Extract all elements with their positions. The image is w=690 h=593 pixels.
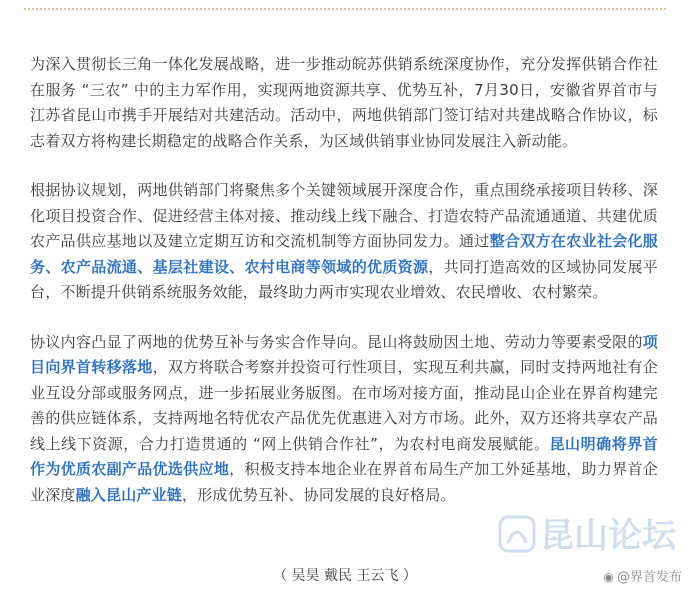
paragraph-text: ，双方将联合考察并投资可行性项目，实现互利共赢，同时支持两地社有企业互设分部或服务网点，进一步拓展业务版图。在市场对接方面，推动昆山企业在界首构建完善的供应链体系，支持两地名特优农产品优先优惠进入对方市场。此外，双方还将共享农产品线上线下资源，合力打造贯通的 “网上供销合作社”，为农村电商发展赋能。 (30, 358, 658, 453)
weibo-icon: ◉ (603, 570, 614, 584)
source-watermark-text: @界首发布 (616, 570, 682, 585)
author-byline: （ 吴昊 戴民 王云飞 ） (273, 568, 417, 584)
paragraph-text: 为深入贯彻长三角一体化发展战略，进一步推动皖苏供销系统深度协作，充分发挥供销合作社在服务 “三农” 中的主力军作用，实现两地资源共享、优势互补，7月30日，安徽省界首市与江苏省昆山市携手开展结对共建活动。活动中，两地供销部门签订结对共建战略合作协议，标志着双方将构建长期稳定的战略合作关系，为区域供销事业协同发展注入新动能。 (30, 55, 658, 150)
highlighted-text: 整合双方在农业社会化服务、农产品流通、基层社建设、农村电商等领域的优质资源 (30, 232, 658, 276)
paragraph-text: ，共同打造高效的区域协同发展平台，不断提升供销系统服务效能，最终助力两市实现农业增效、农民增收、农村繁荣。 (30, 257, 658, 301)
paragraph-3 (30, 330, 658, 509)
highlighted-text: 昆山明确将界首作为优质农副产品优选供应地 (30, 434, 658, 478)
paragraph-1 (30, 52, 658, 154)
source-watermark (604, 566, 683, 585)
top-dotted-border (24, 8, 666, 10)
watermark-logo-text: 昆山论坛 (540, 516, 676, 556)
article-body (30, 52, 658, 532)
paragraph-text: 根据协议规划，两地供销部门将聚焦多个关键领域展开深度合作，重点围绕承接项目转移、深化项目投资合作、促进经营主体对接、推动线上线下融合、打造农特产品流通通道、共建优质农产品供应基地以及建立定期互访和交流机制等方面协同发力。通过 (30, 181, 658, 250)
paragraph-2 (30, 178, 658, 306)
highlighted-text: 融入昆山产业链 (75, 485, 183, 504)
paragraph-text: ，形成优势互补、协同发展的良好格局。 (182, 485, 456, 504)
paragraph-text: 协议内容凸显了两地的优势互补与务实合作导向。昆山将鼓励因土地、劳动力等要素受限的 (30, 332, 643, 351)
highlighted-text: 项目向界首转移落地 (30, 332, 658, 376)
paragraph-text: ，积极支持本地企业在界首布局生产加工外延基地，助力界首企业深度 (30, 460, 658, 504)
